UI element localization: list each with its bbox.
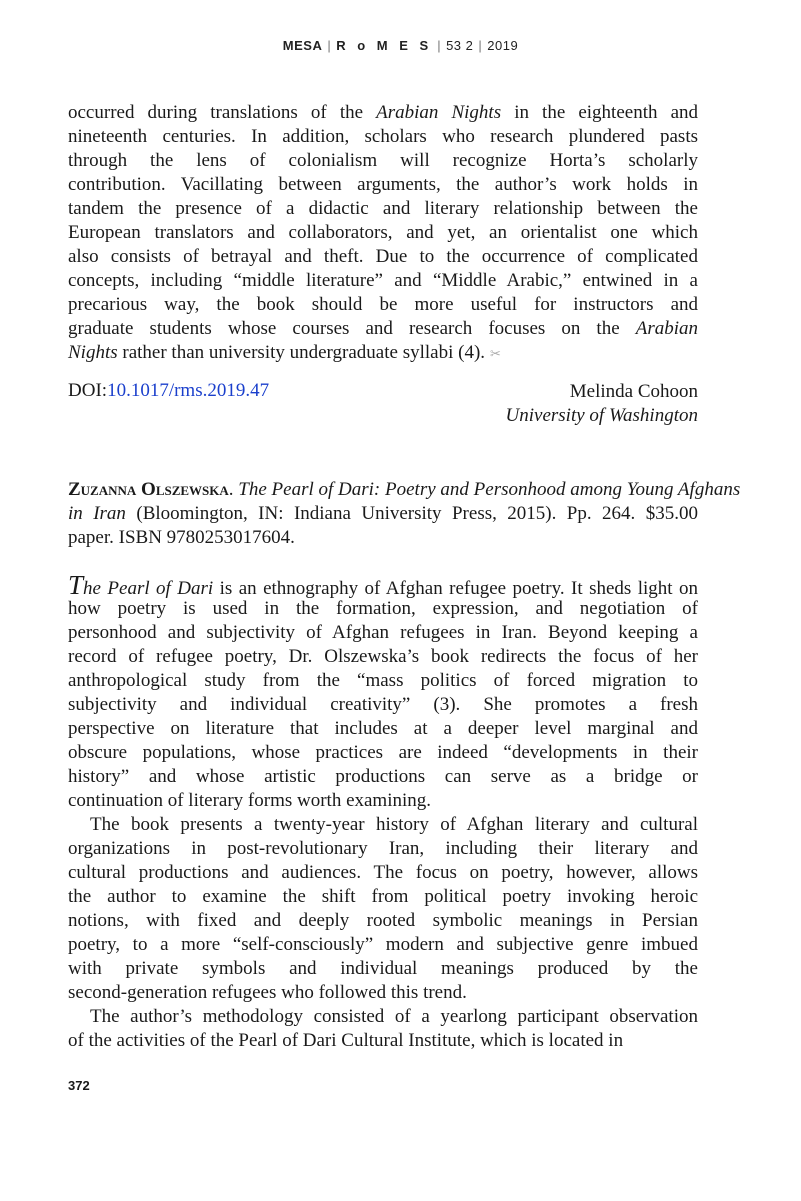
- text-line: [68, 1005, 698, 1029]
- text-segment: second-generation refugees who followed this trend.: [68, 982, 467, 1003]
- review-2-body: [68, 570, 698, 1053]
- text-segment: how poetry is used in the formation, expression, and negotiation of: [68, 598, 698, 619]
- paragraph: [68, 813, 698, 1005]
- text-segment: also consists of betrayal and theft. Due to the occurrence of complicated: [68, 246, 698, 267]
- reviewer-name: Melinda Cohoon: [569, 381, 698, 402]
- text-segment: contribution. Vacillating between arguments, the author’s work holds in: [68, 174, 698, 195]
- text-segment: cultural productions and audiences. The focus on poetry, however, allows: [68, 862, 698, 883]
- text-line: [68, 645, 698, 669]
- text-line: [68, 693, 698, 717]
- text-segment: graduate students whose courses and research focuses on the: [68, 318, 636, 339]
- text-line: [68, 502, 698, 526]
- text-segment: subjectivity and individual creativity” (3). She promotes a fresh: [68, 694, 698, 715]
- text-segment: of the activities of the Pearl of Dari Cultural Institute, which is located in: [68, 1030, 624, 1051]
- text-segment: notions, with fixed and deeply rooted symbolic meanings in Persian: [68, 910, 698, 931]
- paragraph: [68, 1005, 698, 1053]
- reviewer-affiliation: University of Washington: [505, 405, 698, 426]
- running-header: MESA | R o M E S | 53 2 | 2019: [282, 38, 519, 53]
- text-line: [68, 526, 698, 550]
- text-line: [68, 570, 698, 600]
- text-line: [68, 221, 698, 245]
- text-line: [68, 101, 698, 125]
- text-line: [68, 245, 698, 269]
- text-line: [68, 269, 698, 293]
- text-segment: nineteenth centuries. In addition, scholars who research plundered pasts: [68, 126, 698, 147]
- text-segment: Nights: [68, 342, 118, 363]
- reviewer-signature: [506, 380, 698, 428]
- text-segment: European translators and collaborators, and yet, an orientalist one which: [68, 222, 698, 243]
- text-line: [68, 957, 698, 981]
- page-number: 372: [68, 1078, 90, 1093]
- year: 2019: [487, 38, 519, 53]
- text-line: [68, 789, 698, 813]
- text-segment: precarious way, the book should be more useful for instructors and: [68, 294, 698, 315]
- text-segment: poetry, to a more “self-consciously” modern and subjective genre imbued: [68, 934, 698, 955]
- text-line: [68, 669, 698, 693]
- text-segment: paper. ISBN 9780253017604.: [68, 527, 295, 548]
- text-segment: with private symbols and individual meanings produced by the: [68, 958, 698, 979]
- review-1-final-paragraph: [68, 101, 698, 365]
- text-line: [68, 597, 698, 621]
- text-line: [68, 1029, 698, 1053]
- text-segment: anthropological study from the “mass politics of forced migration to: [68, 670, 698, 691]
- section-name: R o M E S: [336, 38, 433, 53]
- text-segment: history” and whose artistic productions can serve as a bridge or: [68, 766, 698, 787]
- text-line: [68, 885, 698, 909]
- text-line: [68, 149, 698, 173]
- text-line: [68, 813, 698, 837]
- text-line: [68, 293, 698, 317]
- text-segment: Arabian Nights: [376, 102, 502, 123]
- text-segment: The author’s methodology consisted of a yearlong participant observation: [90, 1006, 698, 1027]
- text-segment: rather than university undergraduate syllabi (4).: [117, 342, 486, 363]
- text-segment: in Iran: [68, 503, 126, 524]
- text-segment: Zuzanna Olszewska: [68, 479, 229, 500]
- text-line: [68, 741, 698, 765]
- text-line: [68, 861, 698, 885]
- text-segment: is an ethnography of Afghan refugee poetry. It sheds light on: [213, 578, 698, 599]
- text-segment: Arabian: [635, 318, 698, 339]
- text-segment: occurred during translations of the: [68, 102, 377, 123]
- text-segment: concepts, including “middle literature” and “Middle Arabic,” entwined in a: [68, 270, 698, 291]
- paragraph: [68, 570, 698, 813]
- volume: 53 2: [446, 38, 474, 53]
- text-segment: T: [68, 570, 84, 600]
- text-line: [68, 341, 698, 365]
- text-segment: obscure populations, whose practices are indeed “developments in their: [68, 742, 698, 763]
- text-line: [68, 621, 698, 645]
- text-line: [68, 837, 698, 861]
- text-segment: record of refugee poetry, Dr. Olszewska’s book redirects the focus of her: [68, 646, 698, 667]
- text-line: [68, 478, 741, 502]
- text-line: [68, 197, 698, 221]
- text-segment: continuation of literary forms worth examining.: [68, 790, 432, 811]
- text-line: [68, 717, 698, 741]
- text-segment: he Pearl of Dari: [83, 578, 214, 599]
- text-segment: personhood and subjectivity of Afghan refugees in Iran. Beyond keeping a: [68, 622, 698, 643]
- doi-link[interactable]: 10.1017/rms.2019.47: [107, 380, 270, 401]
- text-segment: in the eighteenth and: [501, 102, 699, 123]
- end-of-review-icon: ✂: [490, 346, 501, 361]
- text-segment: through the lens of colonialism will recognize Horta’s scholarly: [68, 150, 698, 171]
- text-segment: The Pearl of Dari: Poetry and Personhood among Young Afghans: [238, 479, 741, 500]
- text-segment: The book presents a twenty-year history of Afghan literary and cultural: [90, 814, 698, 835]
- journal-name: MESA: [282, 38, 323, 53]
- text-line: [68, 317, 698, 341]
- text-line: [68, 125, 698, 149]
- doi-line: [68, 380, 269, 402]
- text-segment: (Bloomington, IN: Indiana University Press, 2015). Pp. 264. $35.00: [125, 503, 698, 524]
- text-segment: perspective on literature that includes at a deeper level marginal and: [68, 718, 698, 739]
- text-line: [68, 173, 698, 197]
- text-segment: organizations in post-revolutionary Iran, including their literary and: [68, 838, 698, 859]
- text-line: [68, 933, 698, 957]
- text-line: [68, 909, 698, 933]
- text-segment: the author to examine the shift from political poetry invoking heroic: [68, 886, 698, 907]
- doi-label: DOI:: [68, 380, 108, 401]
- text-line: [68, 981, 698, 1005]
- text-line: [68, 765, 698, 789]
- text-segment: tandem the presence of a didactic and literary relationship between the: [68, 198, 698, 219]
- review-2-citation: [68, 478, 741, 550]
- text-segment: .: [228, 479, 239, 500]
